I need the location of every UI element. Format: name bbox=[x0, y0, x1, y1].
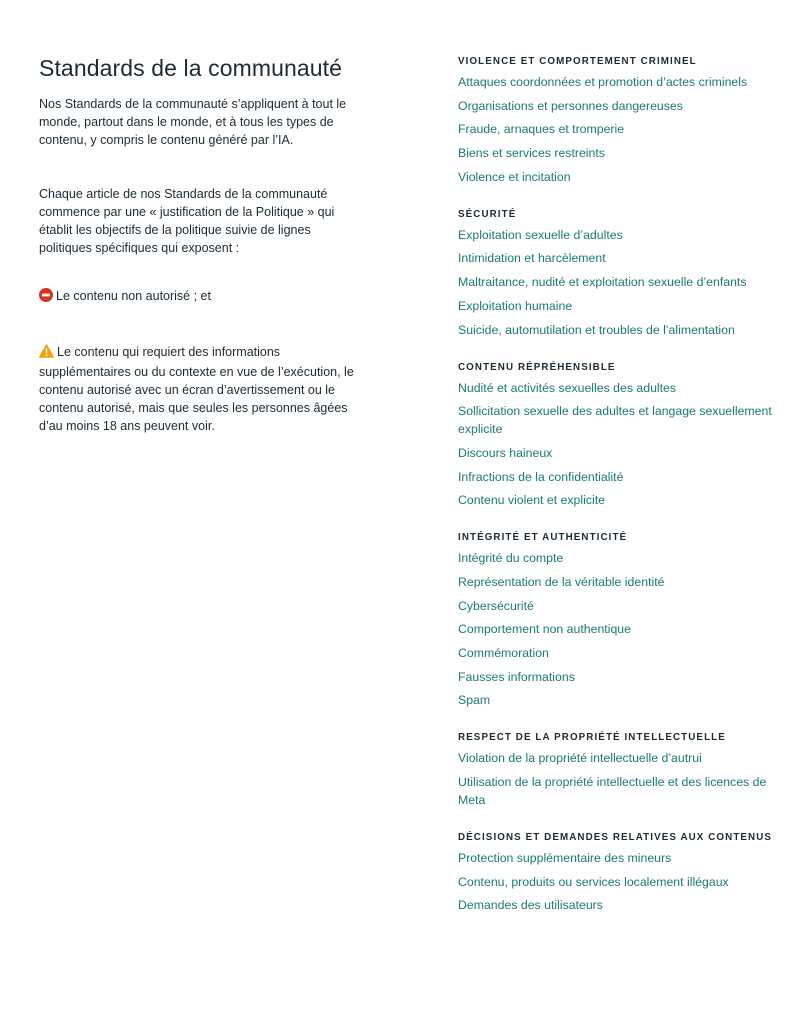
policy-section bbox=[458, 530, 778, 709]
intro-paragraph-structure: Chaque article de nos Standards de la communauté commence par une « justification de la Politique » qui établit les objectifs de la politique suivie de lignes politiques spécifiques qui exposent : bbox=[39, 186, 335, 256]
policy-link[interactable]: Contenu, produits ou services localement illégaux bbox=[458, 874, 729, 889]
policy-link[interactable]: Intégrité du compte bbox=[458, 551, 564, 566]
section-heading: DÉCISIONS ET DEMANDES RELATIVES AUX CONTENUS bbox=[458, 832, 773, 844]
section-heading: CONTENU RÉPRÉHENSIBLE bbox=[458, 361, 616, 373]
warning-icon bbox=[39, 344, 54, 363]
policy-link[interactable]: Fausses informations bbox=[458, 669, 575, 684]
policy-link[interactable]: Commémoration bbox=[458, 646, 549, 660]
intro-column bbox=[39, 54, 357, 436]
policy-link[interactable]: Cybersécurité bbox=[458, 598, 534, 613]
policy-link[interactable]: Exploitation sexuelle d’adultes bbox=[458, 227, 623, 242]
policy-link[interactable]: Représentation de la véritable identité bbox=[458, 574, 665, 589]
policy-index bbox=[458, 54, 778, 935]
section-heading: VIOLENCE ET COMPORTEMENT CRIMINEL bbox=[458, 56, 697, 67]
policy-link[interactable]: Utilisation de la propriété intellectuelle et des licences de Meta bbox=[458, 775, 767, 808]
policy-link[interactable]: Contenu violent et explicite bbox=[458, 493, 605, 508]
policy-link[interactable]: Suicide, automutilation et troubles de l’alimentation bbox=[458, 322, 735, 337]
bullet-not-allowed-text: Le contenu non autorisé ; et bbox=[56, 289, 211, 304]
policy-link[interactable]: Fraude, arnaques et tromperie bbox=[458, 122, 625, 137]
section-heading: SÉCURITÉ bbox=[458, 208, 517, 220]
intro-paragraph-scope: Nos Standards de la communauté s’appliquent à tout le monde, partout dans le monde, et à tous les types de contenu, y compris le contenu généré par l’IA. bbox=[39, 97, 347, 148]
bullet-not-allowed bbox=[39, 287, 357, 307]
policy-link[interactable]: Spam bbox=[458, 693, 491, 708]
section-heading: RESPECT DE LA PROPRIÉTÉ INTELLECTUELLE bbox=[458, 732, 726, 744]
policy-section bbox=[458, 830, 778, 914]
policy-link[interactable]: Comportement non authentique bbox=[458, 622, 631, 637]
policy-link[interactable]: Violation de la propriété intellectuelle d’autrui bbox=[458, 751, 702, 766]
policy-link[interactable]: Attaques coordonnées et promotion d’actes criminels bbox=[458, 75, 748, 89]
policy-link[interactable]: Violence et incitation bbox=[458, 169, 571, 184]
policy-link[interactable]: Sollicitation sexuelle des adultes et langage sexuellement explicite bbox=[458, 404, 772, 437]
policy-section bbox=[458, 360, 778, 510]
policy-link[interactable]: Demandes des utilisateurs bbox=[458, 898, 603, 913]
policy-section bbox=[458, 54, 778, 186]
no-entry-icon bbox=[39, 288, 53, 307]
section-heading: INTÉGRITÉ ET AUTHENTICITÉ bbox=[458, 532, 628, 544]
bullet-context-text: Le contenu qui requiert des informations supplémentaires ou du contexte en vue de l’exécution, le contenu autorisé avec un écran d’avertissement ou le contenu autorisé, mais que seules les personnes âgées d’au moins 18 ans peuvent voir. bbox=[39, 344, 354, 434]
page-title: Standards de la communauté bbox=[39, 55, 343, 81]
policy-link[interactable]: Maltraitance, nudité et exploitation sexuelle d’enfants bbox=[458, 275, 747, 290]
policy-link[interactable]: Biens et services restreints bbox=[458, 146, 605, 161]
policy-link[interactable]: Protection supplémentaire des mineurs bbox=[458, 851, 672, 866]
policy-section bbox=[458, 207, 778, 339]
policy-link[interactable]: Discours haineux bbox=[458, 445, 553, 460]
policy-link[interactable]: Organisations et personnes dangereuses bbox=[458, 98, 683, 113]
bullet-context bbox=[39, 343, 357, 436]
policy-link[interactable]: Exploitation humaine bbox=[458, 298, 573, 313]
policy-link[interactable]: Infractions de la confidentialité bbox=[458, 469, 624, 484]
policy-link[interactable]: Intimidation et harcèlement bbox=[458, 251, 606, 266]
policy-section bbox=[458, 730, 778, 809]
policy-link[interactable]: Nudité et activités sexuelles des adultes bbox=[458, 380, 677, 395]
